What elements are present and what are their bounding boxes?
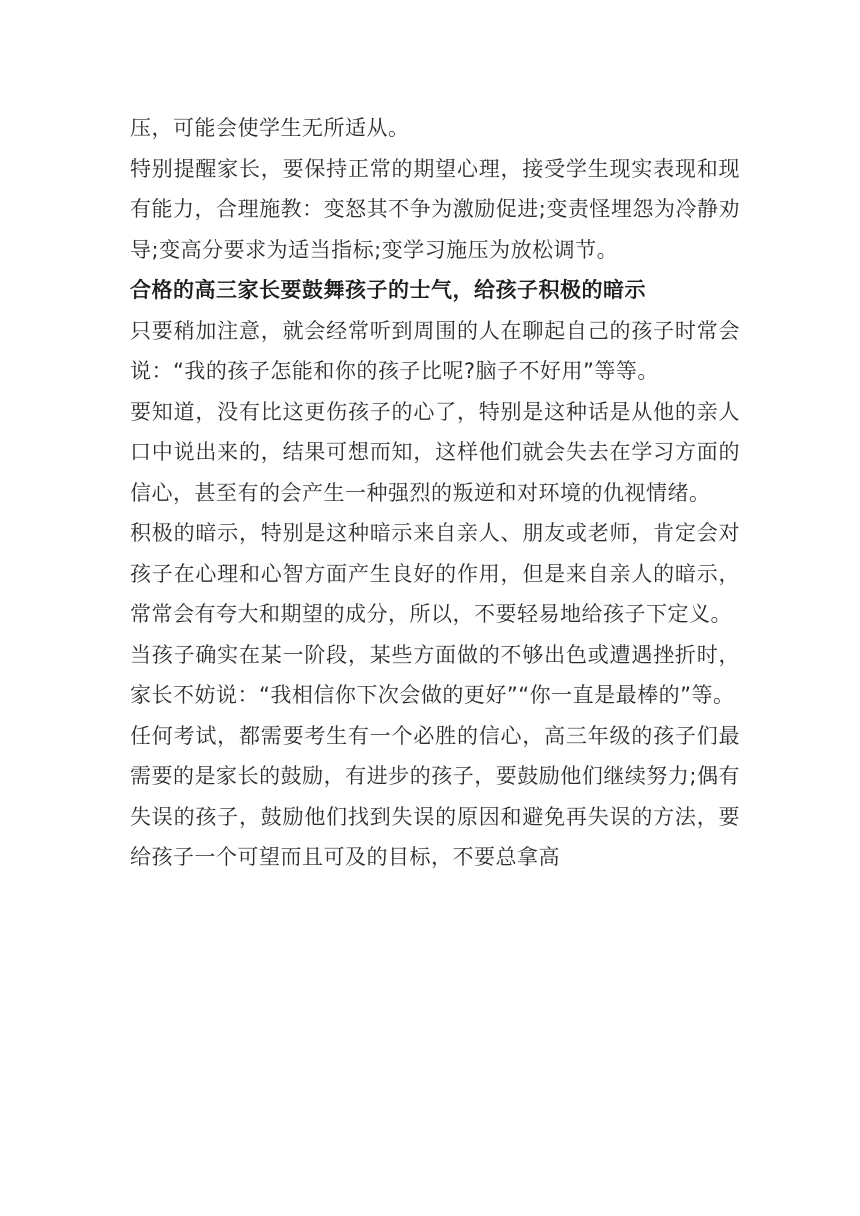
paragraph: 要知道，没有比这更伤孩子的心了，特别是这种话是从他的亲人口中说出来的，结果可想而知，这样他们就会失去在学习方面的信心，甚至有的会产生一种强烈的叛逆和对环境的仇视情绪。 bbox=[130, 399, 740, 505]
paragraph: 积极的暗示，特别是这种暗示来自亲人、朋友或老师，肯定会对孩子在心理和心智方面产生良好的作用，但是来自亲人的暗示，常常会有夸大和期望的成分，所以，不要轻易地给孩子下定义。 bbox=[130, 521, 740, 626]
paragraph: 任何考试，都需要考生有一个必胜的信心，高三年级的孩子们最需要的是家长的鼓励，有进步的孩子，要鼓励他们继续努力;偶有失误的孩子，鼓励他们找到失误的原因和避免再失误的方法，要给孩子一个可望而且可及的目标，不要总拿高 bbox=[130, 723, 740, 869]
section-heading: 合格的高三家长要鼓舞孩子的士气，给孩子积极的暗示 bbox=[130, 278, 646, 302]
paragraph: 压，可能会使学生无所适从。 bbox=[130, 116, 410, 140]
paragraph: 特别提醒家长，要保持正常的期望心理，接受学生现实表现和现有能力，合理施教：变怒其不争为激励促进;变责怪埋怨为冷静劝导;变高分要求为适当指标;变学习施压为放松调节。 bbox=[130, 156, 740, 262]
paragraph: 只要稍加注意，就会经常听到周围的人在聊起自己的孩子时常会说：“我的孩子怎能和你的孩子比呢?脑子不好用”等等。 bbox=[130, 318, 740, 383]
paragraph: 当孩子确实在某一阶段，某些方面做的不够出色或遭遇挫折时，家长不妨说：“我相信你下次会做的更好”“你一直是最棒的”等。 bbox=[130, 642, 740, 707]
document-body bbox=[130, 108, 740, 878]
